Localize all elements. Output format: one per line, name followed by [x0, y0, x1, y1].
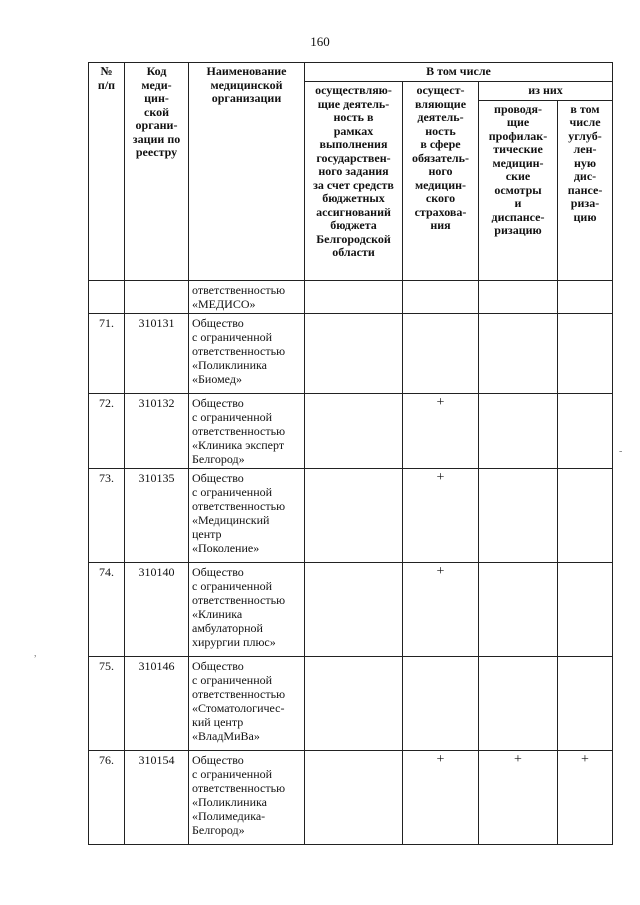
organization-name: Общество с ограниченной ответственностью «Стоматологичес- кий центр «ВладМиВа» [189, 656, 305, 750]
row-number: 72. [89, 393, 125, 468]
table-header [89, 63, 613, 281]
budget-activity-mark [305, 393, 403, 468]
row-number [89, 280, 125, 313]
header-preventive-exams: проводя- щие профилак- тические медицин- ские осмотры и диспансе- ризацию [479, 100, 558, 280]
budget-activity-mark [305, 468, 403, 562]
header-organization-name: Наименование медицинской организации [189, 63, 305, 281]
header-oms-activity: осущест- вляющие деятель- ность в сфере обязатель- ного медицин- ского страхова- ния [403, 82, 479, 281]
organization-name: Общество с ограниченной ответственностью «Поликлиника «Биомед» [189, 313, 305, 393]
registry-code [125, 280, 189, 313]
preventive-exams-mark [479, 313, 558, 393]
registry-code: 310132 [125, 393, 189, 468]
deep-dispensary-mark [558, 656, 613, 750]
table-row [89, 393, 613, 468]
oms-activity-mark [403, 656, 479, 750]
deep-dispensary-mark [558, 313, 613, 393]
registry-code: 310154 [125, 750, 189, 844]
oms-activity-mark: + [403, 393, 479, 468]
scan-mark: - [619, 446, 623, 457]
budget-activity-mark [305, 280, 403, 313]
oms-activity-mark: + [403, 468, 479, 562]
table-row [89, 468, 613, 562]
preventive-exams-mark [479, 468, 558, 562]
oms-activity-mark: + [403, 562, 479, 656]
table-row [89, 280, 613, 313]
deep-dispensary-mark [558, 280, 613, 313]
deep-dispensary-mark [558, 562, 613, 656]
scan-mark: , [34, 648, 37, 659]
table-row [89, 313, 613, 393]
preventive-exams-mark [479, 562, 558, 656]
organization-name: Общество с ограниченной ответственностью «Клиника эксперт Белгород» [189, 393, 305, 468]
table-row [89, 656, 613, 750]
registry-code: 310131 [125, 313, 189, 393]
organization-name: Общество с ограниченной ответственностью «Медицинский центр «Поколение» [189, 468, 305, 562]
budget-activity-mark [305, 656, 403, 750]
organization-name: Общество с ограниченной ответственностью «Поликлиника «Полимедика- Белгород» [189, 750, 305, 844]
header-deep-dispensary: в том числе углуб- лен- ную дис- пансе- риза- цию [558, 100, 613, 280]
preventive-exams-mark: + [479, 750, 558, 844]
header-of-them: из них [479, 82, 613, 101]
row-number: 73. [89, 468, 125, 562]
header-budget-activity: осуществляю- щие деятель- ность в рамках выполнения государствен- ного задания за счет средств бюджетных ассигнований бюджета Белгородской области [305, 82, 403, 281]
row-number: 71. [89, 313, 125, 393]
preventive-exams-mark [479, 656, 558, 750]
oms-activity-mark [403, 280, 479, 313]
row-number: 74. [89, 562, 125, 656]
medical-organizations-table [88, 62, 613, 845]
row-number: 75. [89, 656, 125, 750]
organization-name: Общество с ограниченной ответственностью «Клиника амбулаторной хирургии плюс» [189, 562, 305, 656]
preventive-exams-mark [479, 393, 558, 468]
registry-code: 310146 [125, 656, 189, 750]
oms-activity-mark: + [403, 750, 479, 844]
budget-activity-mark [305, 562, 403, 656]
header-registry-code: Код меди- цин- ской органи- зации по реестру [125, 63, 189, 281]
row-number: 76. [89, 750, 125, 844]
page-number: 160 [310, 34, 330, 49]
header-including: В том числе [305, 63, 613, 82]
registry-code: 310135 [125, 468, 189, 562]
table-body [89, 280, 613, 844]
budget-activity-mark [305, 750, 403, 844]
oms-activity-mark [403, 313, 479, 393]
table-row [89, 562, 613, 656]
budget-activity-mark [305, 313, 403, 393]
deep-dispensary-mark [558, 393, 613, 468]
preventive-exams-mark [479, 280, 558, 313]
table-row [89, 750, 613, 844]
registry-code: 310140 [125, 562, 189, 656]
organization-name: ответственностью «МЕДИСО» [189, 280, 305, 313]
deep-dispensary-mark [558, 468, 613, 562]
deep-dispensary-mark: + [558, 750, 613, 844]
header-number: № п/п [89, 63, 125, 281]
